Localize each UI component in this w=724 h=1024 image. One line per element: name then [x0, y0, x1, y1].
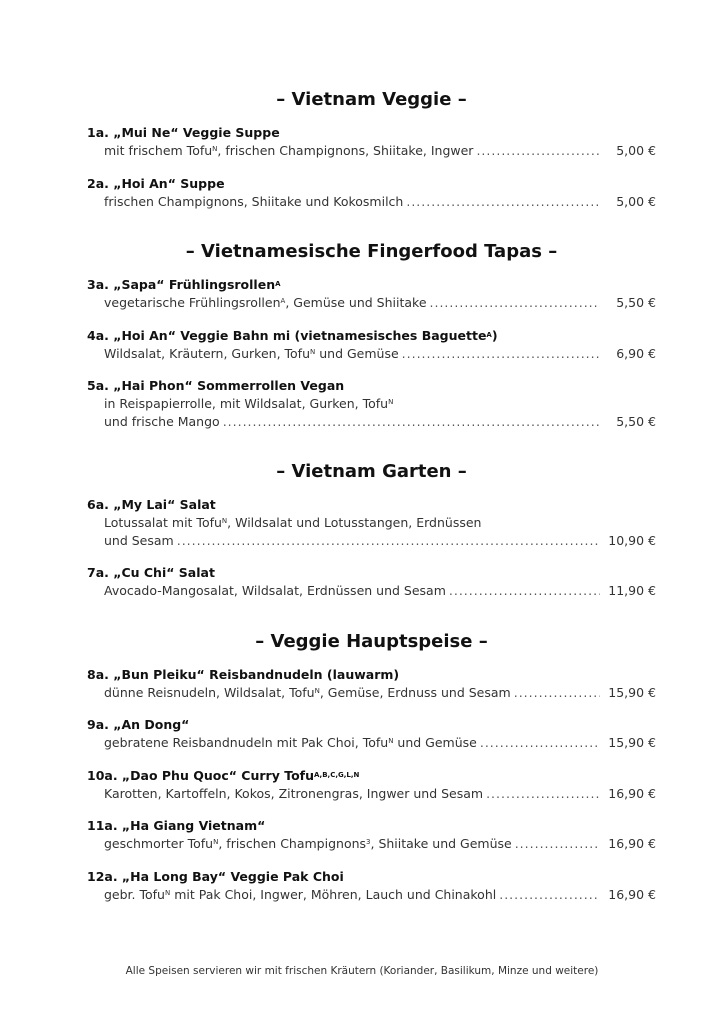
description-text — [104, 684, 511, 702]
item-description — [87, 345, 656, 363]
description-part: Lotussalat mit Tofu — [104, 515, 222, 530]
description-part: , Wildsalat und Lotusstangen, Erdnüssen — [227, 515, 482, 530]
item-description — [87, 514, 656, 532]
allergen-marker: N — [221, 517, 228, 525]
menu-item — [87, 327, 656, 363]
section-title: – Vietnam Veggie – — [276, 89, 467, 110]
description-text — [104, 294, 427, 312]
item-price: 16,90 € — [608, 785, 656, 801]
menu-item — [87, 377, 656, 430]
item-description — [87, 294, 656, 312]
description-text — [104, 193, 403, 211]
item-title — [87, 175, 656, 193]
dot-leader — [449, 582, 600, 600]
allergen-marker: N — [314, 686, 320, 695]
item-name: 7a. „Cu Chi“ Salat — [87, 565, 215, 580]
item-price: 5,00 € — [616, 193, 656, 209]
description-part: frischen Champignons, Shiitake und Kokosmilch — [104, 193, 404, 209]
description-text — [104, 835, 512, 853]
description-part: vegetarische Frühlingsrollen — [104, 295, 281, 310]
description-part: mit Pak Choi, Ingwer, Möhren, Lauch und Chinakohl — [170, 886, 497, 902]
description-part: in Reispapierrolle, mit Wildsalat, Gurken, Tofu — [104, 396, 389, 411]
menu-section — [87, 238, 656, 430]
dot-leader — [223, 413, 600, 431]
dot-leader — [177, 532, 600, 550]
dot-leader — [480, 734, 600, 752]
item-title — [87, 716, 656, 734]
description-part: und Gemüse — [315, 345, 399, 361]
item-description — [87, 395, 656, 413]
item-name: 8a. „Bun Pleiku“ Reisbandnudeln (lauwarm) — [87, 666, 400, 682]
item-title — [87, 496, 656, 514]
item-description — [87, 886, 656, 904]
allergen-marker: N — [212, 145, 218, 153]
menu-item — [87, 767, 656, 803]
item-description — [87, 413, 656, 431]
section-title: – Vietnam Garten – — [276, 461, 467, 482]
allergen-marker: A — [275, 280, 281, 288]
description-part: und Gemüse — [393, 735, 477, 750]
dot-leader — [499, 886, 600, 904]
menu-item — [87, 666, 656, 702]
description-part: , Gemüse und Shiitake — [285, 295, 427, 310]
dot-leader — [430, 294, 600, 312]
item-description — [87, 193, 656, 211]
dot-leader — [515, 835, 600, 853]
menu-section — [87, 86, 656, 210]
item-title — [87, 868, 656, 886]
item-description — [87, 142, 656, 160]
item-price: 10,90 € — [608, 532, 656, 548]
item-name: 4a. „Hoi An“ Veggie Bahn mi (vietnamesisches Baguette — [87, 327, 487, 343]
allergen-marker: A — [280, 297, 286, 305]
description-text — [104, 395, 393, 413]
item-name: 1a. „Mui Ne“ Veggie Suppe — [87, 125, 280, 140]
description-text — [104, 142, 473, 160]
section-title: – Veggie Hauptspeise – — [255, 630, 488, 652]
item-title — [87, 124, 656, 142]
item-price: 5,00 € — [616, 143, 656, 158]
item-description — [87, 734, 656, 752]
description-text — [104, 785, 483, 803]
item-title — [87, 817, 656, 835]
dot-leader — [486, 785, 600, 803]
menu-item — [87, 124, 656, 160]
item-name: 2a. „Hoi An“ Suppe — [87, 175, 225, 191]
item-name: 3a. „Sapa“ Frühlingsrollen — [87, 277, 276, 292]
description-text — [104, 582, 446, 600]
description-text — [104, 532, 174, 550]
description-text — [104, 514, 481, 532]
description-part: dünne Reisnudeln, Wildsalat, Tofu — [104, 684, 315, 700]
dot-leader — [476, 142, 600, 160]
item-price: 15,90 € — [608, 735, 656, 750]
allergen-marker: 3 — [366, 838, 371, 846]
allergen-marker: N — [388, 398, 394, 406]
menu-section — [87, 628, 656, 904]
menu-item — [87, 868, 656, 904]
description-part: Avocado-Mangosalat, Wildsalat, Erdnüssen und Sesam — [104, 583, 446, 598]
item-price: 15,90 € — [608, 684, 656, 700]
description-part: , Gemüse, Erdnuss und Sesam — [319, 684, 511, 700]
item-price: 5,50 € — [616, 295, 656, 310]
description-part: geschmorter Tofu — [104, 836, 214, 851]
description-part: , frischen Champignons, Shiitake, Ingwer — [217, 143, 474, 158]
item-title — [87, 564, 656, 582]
item-name: 9a. „An Dong“ — [87, 717, 190, 732]
item-description — [87, 532, 656, 550]
allergen-marker: A,B,C,G,L,N — [314, 770, 360, 779]
menu-item — [87, 564, 656, 600]
item-title — [87, 276, 656, 294]
menu-item — [87, 276, 656, 312]
description-part: mit frischem Tofu — [104, 143, 213, 158]
description-part: gebratene Reisbandnudeln mit Pak Choi, Tofu — [104, 735, 389, 750]
item-name: 11a. „Ha Giang Vietnam“ — [87, 818, 266, 833]
description-part: , Shiitake und Gemüse — [370, 836, 512, 851]
item-title — [87, 767, 656, 785]
item-title — [87, 666, 656, 684]
allergen-marker: N — [310, 347, 316, 356]
item-title — [87, 377, 656, 395]
item-description — [87, 684, 656, 702]
footer-note: Alle Speisen servieren wir mit frischen Kräutern (Koriander, Basilikum, Minze und weitere) — [125, 965, 599, 977]
menu-item — [87, 817, 656, 853]
allergen-marker: N — [164, 888, 171, 897]
menu-item — [87, 496, 656, 549]
item-price: 11,90 € — [608, 583, 656, 598]
menu-item — [87, 716, 656, 752]
description-part: , frischen Champignons — [218, 836, 367, 851]
description-text — [104, 345, 399, 363]
dot-leader — [402, 345, 600, 363]
item-description — [87, 835, 656, 853]
item-title — [87, 327, 656, 345]
item-price: 5,50 € — [616, 413, 656, 429]
description-part: und frische Mango — [104, 413, 220, 429]
menu-section — [87, 458, 656, 600]
item-name: 5a. „Hai Phon“ Sommerrollen Vegan — [87, 378, 345, 393]
section-title: – Vietnamesische Fingerfood Tapas – — [185, 241, 558, 262]
item-name: 6a. „My Lai“ Salat — [87, 497, 216, 512]
item-name-suffix: ) — [491, 327, 498, 343]
item-description — [87, 582, 656, 600]
dot-leader — [406, 193, 600, 211]
item-name: 10a. „Dao Phu Quoc“ Curry Tofu — [87, 767, 314, 783]
allergen-marker: N — [388, 737, 394, 745]
description-part: und Sesam — [104, 532, 174, 548]
item-price: 16,90 € — [608, 886, 656, 902]
description-text — [104, 413, 220, 431]
allergen-marker: A — [486, 330, 492, 339]
description-text — [104, 734, 477, 752]
description-part: Wildsalat, Kräutern, Gurken, Tofu — [104, 345, 310, 361]
item-name: 12a. „Ha Long Bay“ Veggie Pak Choi — [87, 868, 344, 884]
menu — [87, 86, 656, 931]
item-price: 16,90 € — [608, 836, 656, 851]
description-part: Karotten, Kartoffeln, Kokos, Zitronengras, Ingwer und Sesam — [104, 785, 484, 801]
item-price: 6,90 € — [616, 345, 656, 361]
menu-item — [87, 175, 656, 211]
description-text — [104, 886, 496, 904]
description-part: gebr. Tofu — [104, 886, 165, 902]
item-description — [87, 785, 656, 803]
allergen-marker: N — [213, 838, 219, 846]
dot-leader — [514, 684, 600, 702]
